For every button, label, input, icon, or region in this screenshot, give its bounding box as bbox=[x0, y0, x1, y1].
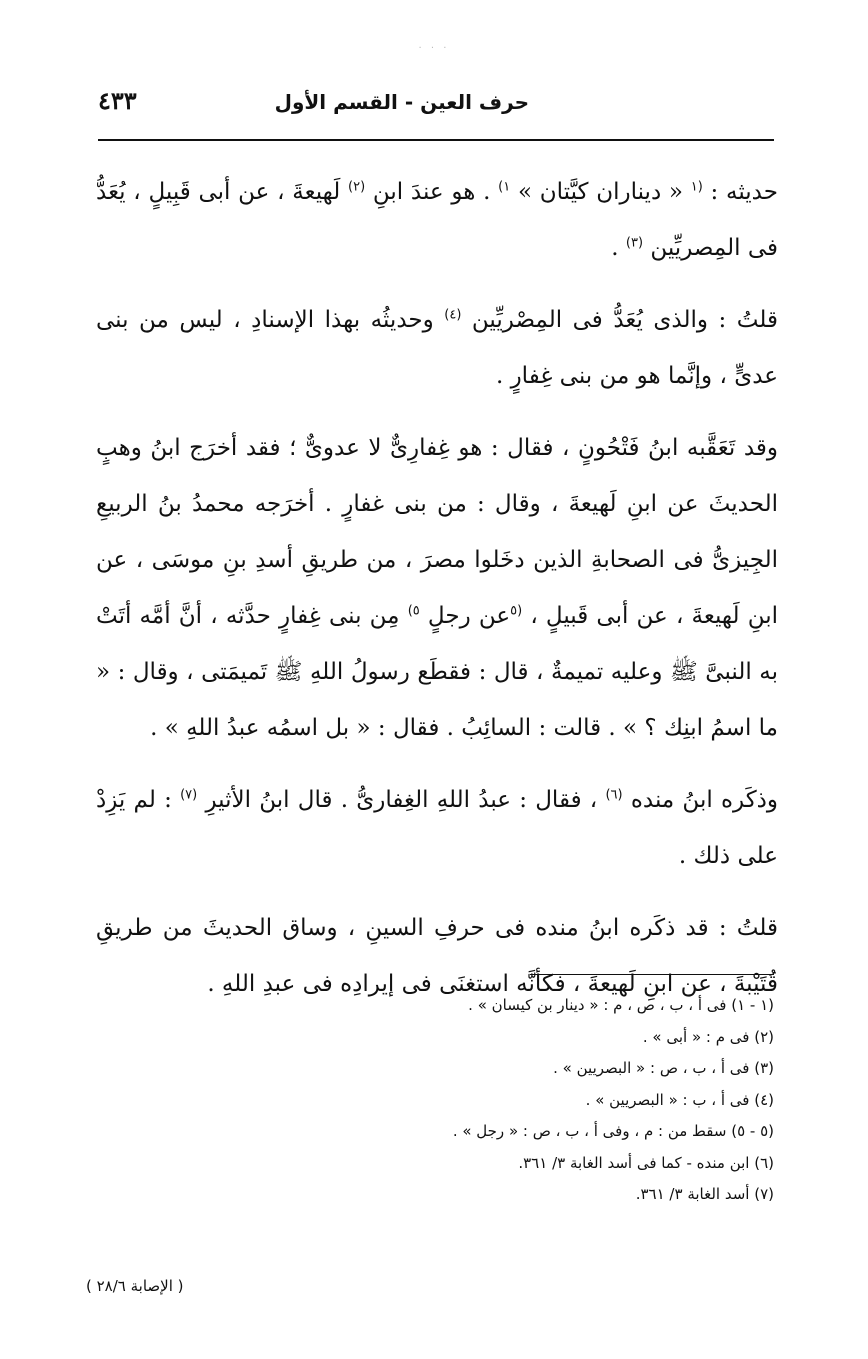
text-run: وقد تَعَقَّبه ابنُ فَتْحُونٍ ، فقال : هو غِفارِىٌّ لا عدوىٌّ ؛ فقد أخرَج ابنُ وهبٍ الحديثَ عن ابنِ لَهيعةَ ، وقال : من بنى غفارٍ . أخرَجه محمدُ بنُ الربيعِ الجِيزىُّ فى الصحابةِ الذين دخَلوا مصرَ ، من طريقِ أسدِ بنِ موسَى ، عن ابنِ لَهيعةَ ، عن أبى قَبيلٍ ، bbox=[96, 435, 779, 629]
text-run: . هو عندَ ابنِ bbox=[365, 179, 499, 205]
footnote-6: (٦) ابن منده - كما فى أسد الغابة ٣/ ٣٦١. bbox=[518, 1153, 774, 1172]
page-header bbox=[98, 86, 774, 124]
text-run: قلتُ : قد ذكَره ابنُ منده فى حرفِ السينِ ، وساق الحديثَ من طريقِ قُتَيْبةَ ، عن ابنِ لَهيعةَ ، فكأنَّه استغنَى فى إيرادِه فى عبدِ اللهِ . bbox=[96, 915, 778, 997]
footnote-marker: (٢) bbox=[348, 179, 366, 195]
text-run: « ديناران كيَّتان » bbox=[510, 179, 691, 205]
footnote-3: (٣) فى أ ، ب ، ص : « البصريين » . bbox=[553, 1059, 774, 1077]
main-text bbox=[96, 164, 778, 1028]
top-marks: . . . bbox=[418, 40, 450, 51]
text-run: وحديثُه بهذا الإسنادِ ، ليس من بنى عدىٍّ ، وإنَّما هو من بنى غِفارٍ . bbox=[96, 307, 778, 389]
text-run: . bbox=[611, 235, 626, 261]
footnote-marker: (١ bbox=[690, 179, 703, 195]
footnote-marker: (٥ bbox=[510, 603, 523, 619]
footnote-1: (١ - ١) فى أ ، ب ، ص ، م : « دينار بن كيسان » . bbox=[468, 996, 774, 1014]
footnote-marker: ١) bbox=[498, 179, 511, 195]
footnote-marker: (٦) bbox=[605, 787, 623, 803]
text-run: وذكَره ابنُ منده bbox=[622, 787, 778, 813]
footnote-marker: (٤) bbox=[444, 307, 462, 323]
page-number: ٤٣٣ bbox=[98, 86, 137, 115]
text-run: قلتُ : والذى يُعَدُّ فى المِصْريِّين bbox=[461, 307, 779, 333]
source-reference: ( الإصابة ٢٨/٦ ) bbox=[86, 1277, 184, 1295]
footnote-marker: ٥) bbox=[407, 603, 420, 619]
text-run: مِن بنى غِفارٍ حدَّثه ، أنَّ أمَّه أتَتْ به النبىَّ ﷺ وعليه تميمةٌ ، قال : فقطَع رسولُ اللهِ ﷺ تَميمَتى ، وقال : « ما اسمُ ابنِك ؟ » . قالت : السائِبُ . فقال : « بل اسمُه عبدُ اللهِ » . bbox=[96, 603, 778, 741]
paragraph bbox=[96, 164, 778, 276]
paragraph bbox=[96, 772, 778, 884]
footnotes bbox=[330, 990, 774, 1211]
footnote-divider bbox=[530, 974, 774, 975]
text-run: عن رجلٍ bbox=[419, 603, 511, 629]
footnote-marker: (٧) bbox=[180, 787, 198, 803]
text-run: حديثه : bbox=[702, 179, 778, 205]
paragraph bbox=[96, 292, 778, 404]
text-run: لَهيعةَ ، عن أبى قَبِيلٍ ، يُعَدُّ فى المِصريِّين bbox=[96, 179, 778, 261]
running-title: حرف العين - القسم الأول bbox=[274, 90, 529, 114]
footnote-5: (٥ - ٥) سقط من : م ، وفى أ ، ب ، ص : « رجل » . bbox=[452, 1122, 774, 1140]
text-run: ، فقال : عبدُ اللهِ الغِفارىُّ . قال ابنُ الأثيرِ bbox=[197, 787, 606, 813]
paragraph bbox=[96, 420, 778, 756]
text-run: : لم يَزِدْ على ذلك . bbox=[96, 787, 778, 869]
footnote-marker: (٣) bbox=[625, 235, 644, 251]
footnote-2: (٢) فى م : « أبى » . bbox=[642, 1027, 774, 1046]
footnote-7: (٧) أسد الغابة ٣/ ٣٦١. bbox=[635, 1185, 774, 1203]
header-divider bbox=[98, 139, 774, 141]
footnote-4: (٤) فى أ ، ب : « البصريين » . bbox=[585, 1090, 774, 1109]
